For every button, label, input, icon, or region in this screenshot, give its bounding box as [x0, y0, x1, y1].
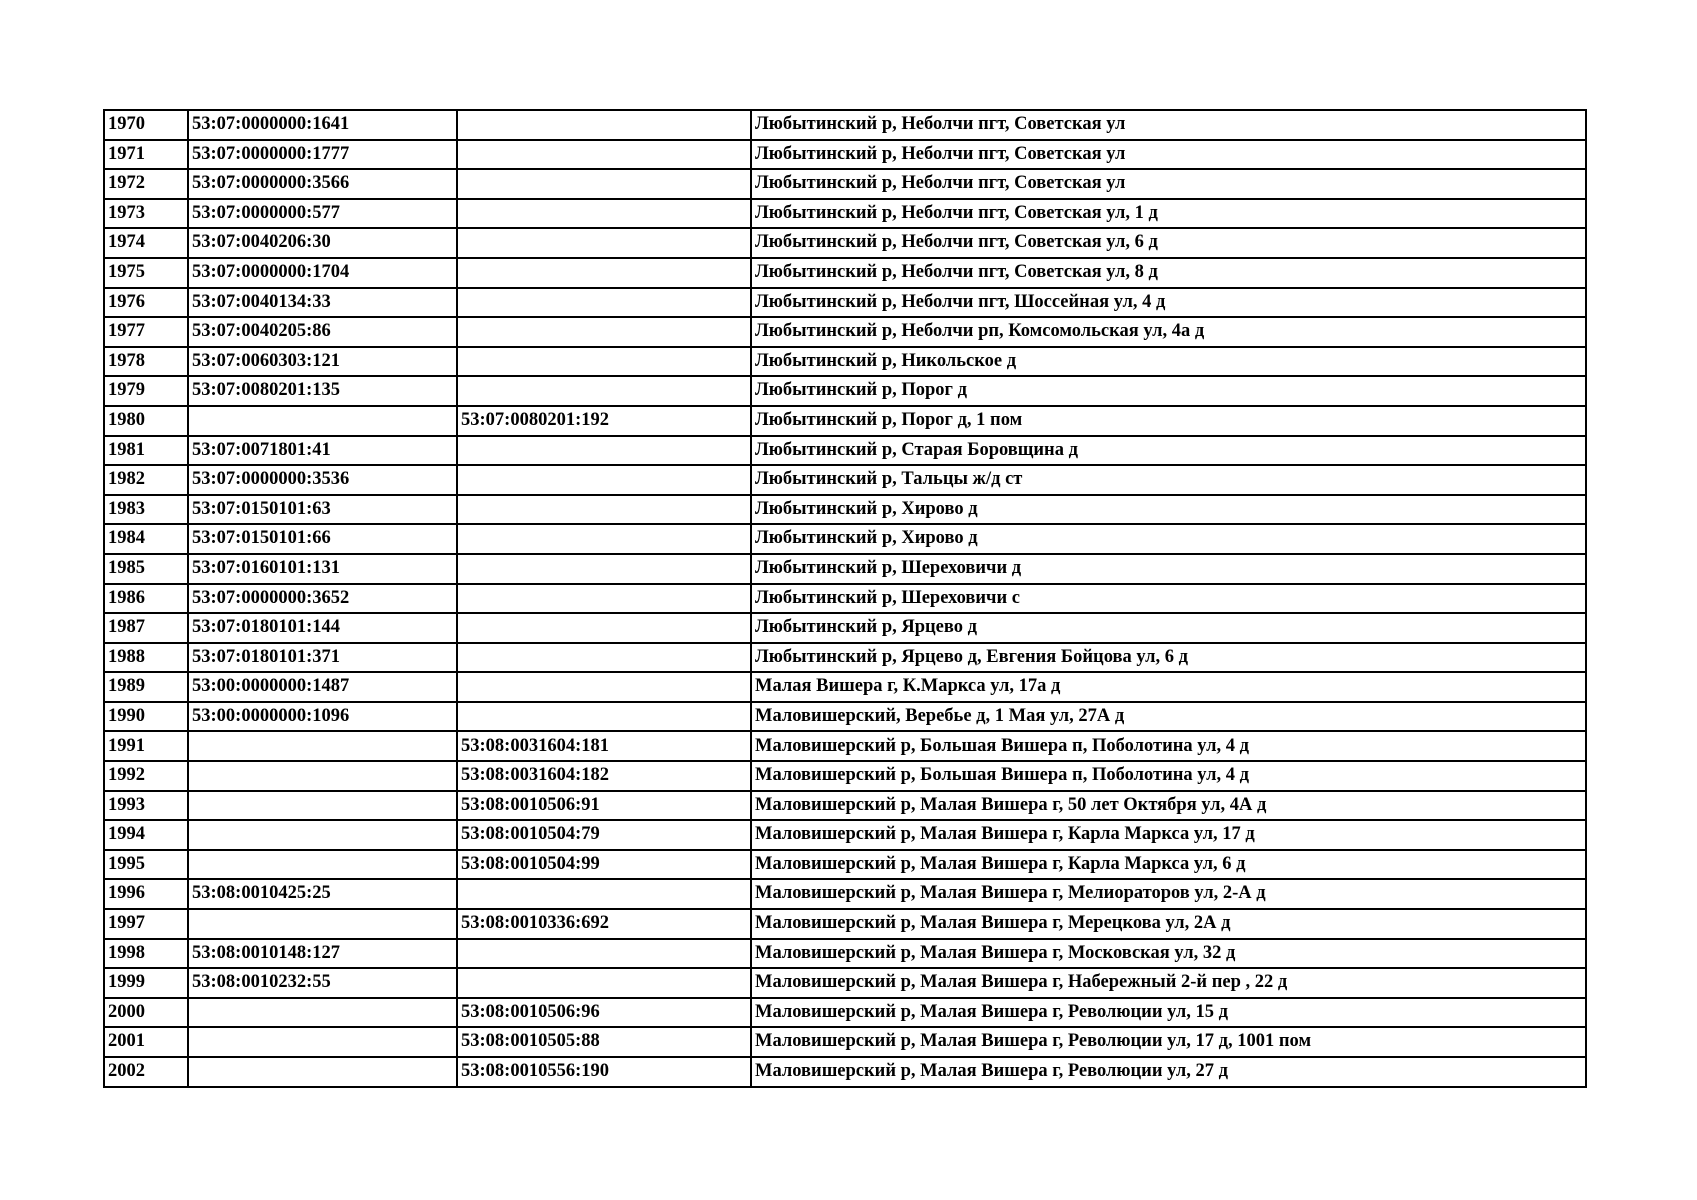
cadastral-number-land: [188, 850, 457, 880]
row-number: 1990: [104, 702, 188, 732]
cadastral-number-premises: 53:08:0031604:182: [457, 761, 751, 791]
row-number: 1970: [104, 110, 188, 140]
row-number: 1973: [104, 199, 188, 229]
address: Маловишерский, Веребье д, 1 Мая ул, 27А д: [751, 702, 1586, 732]
row-number: 1979: [104, 376, 188, 406]
row-number: 1991: [104, 731, 188, 761]
cadastral-number-premises: [457, 317, 751, 347]
table-row: [104, 169, 1586, 199]
row-number: 1976: [104, 288, 188, 318]
registry-table-body: [104, 110, 1586, 1087]
cadastral-number-premises: [457, 376, 751, 406]
cadastral-number-premises: [457, 554, 751, 584]
address: Любытинский р, Неболчи пгт, Советская ул, 6 д: [751, 228, 1586, 258]
address: Любытинский р, Хирово д: [751, 495, 1586, 525]
address: Любытинский р, Хирово д: [751, 524, 1586, 554]
cadastral-number-land: [188, 1027, 457, 1057]
cadastral-number-premises: 53:08:0010506:96: [457, 998, 751, 1028]
table-row: [104, 317, 1586, 347]
cadastral-number-land: [188, 820, 457, 850]
cadastral-number-premises: 53:08:0010505:88: [457, 1027, 751, 1057]
address: Маловишерский р, Малая Вишера г, Московская ул, 32 д: [751, 939, 1586, 969]
cadastral-number-premises: [457, 347, 751, 377]
cadastral-number-land: [188, 1057, 457, 1087]
table-row: [104, 376, 1586, 406]
address: Любытинский р, Порог д: [751, 376, 1586, 406]
cadastral-number-premises: [457, 465, 751, 495]
cadastral-number-land: 53:07:0150101:66: [188, 524, 457, 554]
cadastral-number-premises: [457, 140, 751, 170]
cadastral-number-land: 53:07:0040205:86: [188, 317, 457, 347]
row-number: 1974: [104, 228, 188, 258]
address: Малая Вишера г, К.Маркса ул, 17а д: [751, 672, 1586, 702]
cadastral-number-land: 53:07:0071801:41: [188, 436, 457, 466]
address: Маловишерский р, Малая Вишера г, Революции ул, 27 д: [751, 1057, 1586, 1087]
cadastral-number-premises: [457, 939, 751, 969]
cadastral-number-land: 53:07:0180101:371: [188, 643, 457, 673]
cadastral-number-premises: 53:08:0010556:190: [457, 1057, 751, 1087]
address: Маловишерский р, Малая Вишера г, Мерецкова ул, 2А д: [751, 909, 1586, 939]
table-row: [104, 110, 1586, 140]
cadastral-number-land: 53:07:0150101:63: [188, 495, 457, 525]
address: Любытинский р, Неболчи пгт, Советская ул, 1 д: [751, 199, 1586, 229]
table-row: [104, 288, 1586, 318]
cadastral-number-land: 53:07:0040134:33: [188, 288, 457, 318]
cadastral-number-premises: 53:08:0010336:692: [457, 909, 751, 939]
table-row: [104, 584, 1586, 614]
row-number: 1985: [104, 554, 188, 584]
row-number: 1996: [104, 879, 188, 909]
cadastral-number-land: 53:08:0010148:127: [188, 939, 457, 969]
cadastral-number-premises: [457, 968, 751, 998]
table-row: [104, 791, 1586, 821]
registry-table: [103, 109, 1587, 1088]
cadastral-number-premises: [457, 436, 751, 466]
address: Любытинский р, Неболчи пгт, Шоссейная ул, 4 д: [751, 288, 1586, 318]
cadastral-number-land: 53:00:0000000:1487: [188, 672, 457, 702]
row-number: 1987: [104, 613, 188, 643]
table-row: [104, 820, 1586, 850]
address: Любытинский р, Шереховичи с: [751, 584, 1586, 614]
cadastral-number-land: 53:07:0000000:577: [188, 199, 457, 229]
table-row: [104, 258, 1586, 288]
address: Любытинский р, Порог д, 1 пом: [751, 406, 1586, 436]
cadastral-number-premises: 53:08:0010504:99: [457, 850, 751, 880]
row-number: 1988: [104, 643, 188, 673]
address: Любытинский р, Старая Боровщина д: [751, 436, 1586, 466]
table-row: [104, 436, 1586, 466]
cadastral-number-premises: [457, 613, 751, 643]
table-row: [104, 731, 1586, 761]
table-row: [104, 968, 1586, 998]
address: Маловишерский р, Большая Вишера п, Поболотина ул, 4 д: [751, 731, 1586, 761]
row-number: 2001: [104, 1027, 188, 1057]
address: Любытинский р, Неболчи пгт, Советская ул: [751, 169, 1586, 199]
address: Любытинский р, Неболчи пгт, Советская ул: [751, 110, 1586, 140]
cadastral-number-land: [188, 731, 457, 761]
cadastral-number-premises: [457, 702, 751, 732]
cadastral-number-premises: [457, 110, 751, 140]
row-number: 1977: [104, 317, 188, 347]
cadastral-number-land: 53:07:0060303:121: [188, 347, 457, 377]
row-number: 1971: [104, 140, 188, 170]
table-row: [104, 702, 1586, 732]
table-row: [104, 1027, 1586, 1057]
table-row: [104, 998, 1586, 1028]
cadastral-number-premises: [457, 288, 751, 318]
cadastral-number-premises: [457, 228, 751, 258]
address: Любытинский р, Тальцы ж/д ст: [751, 465, 1586, 495]
cadastral-number-land: 53:07:0040206:30: [188, 228, 457, 258]
cadastral-number-land: [188, 998, 457, 1028]
cadastral-number-premises: [457, 199, 751, 229]
table-row: [104, 140, 1586, 170]
address: Маловишерский р, Малая Вишера г, Карла Маркса ул, 6 д: [751, 850, 1586, 880]
address: Любытинский р, Никольское д: [751, 347, 1586, 377]
cadastral-number-land: 53:07:0160101:131: [188, 554, 457, 584]
row-number: 1998: [104, 939, 188, 969]
table-row: [104, 939, 1586, 969]
row-number: 1984: [104, 524, 188, 554]
address: Любытинский р, Ярцево д, Евгения Бойцова ул, 6 д: [751, 643, 1586, 673]
row-number: 1997: [104, 909, 188, 939]
address: Любытинский р, Неболчи пгт, Советская ул: [751, 140, 1586, 170]
cadastral-number-land: 53:07:0180101:144: [188, 613, 457, 643]
cadastral-number-land: 53:07:0000000:1704: [188, 258, 457, 288]
cadastral-number-premises: [457, 584, 751, 614]
row-number: 1972: [104, 169, 188, 199]
table-row: [104, 554, 1586, 584]
table-row: [104, 465, 1586, 495]
cadastral-number-premises: [457, 672, 751, 702]
row-number: 2002: [104, 1057, 188, 1087]
table-row: [104, 1057, 1586, 1087]
cadastral-number-land: 53:07:0000000:3536: [188, 465, 457, 495]
row-number: 1999: [104, 968, 188, 998]
table-row: [104, 850, 1586, 880]
row-number: 1986: [104, 584, 188, 614]
cadastral-number-premises: 53:08:0031604:181: [457, 731, 751, 761]
row-number: 2000: [104, 998, 188, 1028]
row-number: 1989: [104, 672, 188, 702]
cadastral-number-premises: [457, 258, 751, 288]
address: Маловишерский р, Малая Вишера г, Революции ул, 17 д, 1001 пом: [751, 1027, 1586, 1057]
row-number: 1982: [104, 465, 188, 495]
cadastral-number-premises: [457, 169, 751, 199]
cadastral-number-land: 53:07:0000000:3566: [188, 169, 457, 199]
table-row: [104, 672, 1586, 702]
table-row: [104, 406, 1586, 436]
cadastral-number-land: [188, 909, 457, 939]
address: Любытинский р, Ярцево д: [751, 613, 1586, 643]
row-number: 1995: [104, 850, 188, 880]
cadastral-number-land: 53:08:0010425:25: [188, 879, 457, 909]
cadastral-number-premises: 53:07:0080201:192: [457, 406, 751, 436]
address: Любытинский р, Неболчи пгт, Советская ул, 8 д: [751, 258, 1586, 288]
table-row: [104, 761, 1586, 791]
cadastral-number-land: [188, 406, 457, 436]
row-number: 1981: [104, 436, 188, 466]
cadastral-number-land: 53:07:0000000:3652: [188, 584, 457, 614]
table-row: [104, 613, 1586, 643]
row-number: 1978: [104, 347, 188, 377]
address: Маловишерский р, Большая Вишера п, Поболотина ул, 4 д: [751, 761, 1586, 791]
address: Маловишерский р, Малая Вишера г, Революции ул, 15 д: [751, 998, 1586, 1028]
table-row: [104, 909, 1586, 939]
table-row: [104, 347, 1586, 377]
address: Любытинский р, Шереховичи д: [751, 554, 1586, 584]
table-row: [104, 643, 1586, 673]
table-row: [104, 879, 1586, 909]
cadastral-number-land: [188, 761, 457, 791]
cadastral-number-land: 53:07:0080201:135: [188, 376, 457, 406]
row-number: 1994: [104, 820, 188, 850]
address: Маловишерский р, Малая Вишера г, 50 лет Октября ул, 4А д: [751, 791, 1586, 821]
cadastral-number-premises: 53:08:0010504:79: [457, 820, 751, 850]
address: Маловишерский р, Малая Вишера г, Карла Маркса ул, 17 д: [751, 820, 1586, 850]
cadastral-number-premises: [457, 879, 751, 909]
address: Любытинский р, Неболчи рп, Комсомольская ул, 4а д: [751, 317, 1586, 347]
document-page: [103, 109, 1585, 1088]
address: Маловишерский р, Малая Вишера г, Мелиораторов ул, 2-А д: [751, 879, 1586, 909]
cadastral-number-land: 53:07:0000000:1777: [188, 140, 457, 170]
cadastral-number-premises: [457, 643, 751, 673]
cadastral-number-land: 53:00:0000000:1096: [188, 702, 457, 732]
row-number: 1992: [104, 761, 188, 791]
cadastral-number-premises: 53:08:0010506:91: [457, 791, 751, 821]
row-number: 1980: [104, 406, 188, 436]
cadastral-number-land: 53:07:0000000:1641: [188, 110, 457, 140]
table-row: [104, 524, 1586, 554]
row-number: 1983: [104, 495, 188, 525]
cadastral-number-land: [188, 791, 457, 821]
address: Маловишерский р, Малая Вишера г, Набережный 2-й пер , 22 д: [751, 968, 1586, 998]
cadastral-number-premises: [457, 495, 751, 525]
table-row: [104, 228, 1586, 258]
table-row: [104, 199, 1586, 229]
row-number: 1975: [104, 258, 188, 288]
cadastral-number-land: 53:08:0010232:55: [188, 968, 457, 998]
row-number: 1993: [104, 791, 188, 821]
cadastral-number-premises: [457, 524, 751, 554]
table-row: [104, 495, 1586, 525]
